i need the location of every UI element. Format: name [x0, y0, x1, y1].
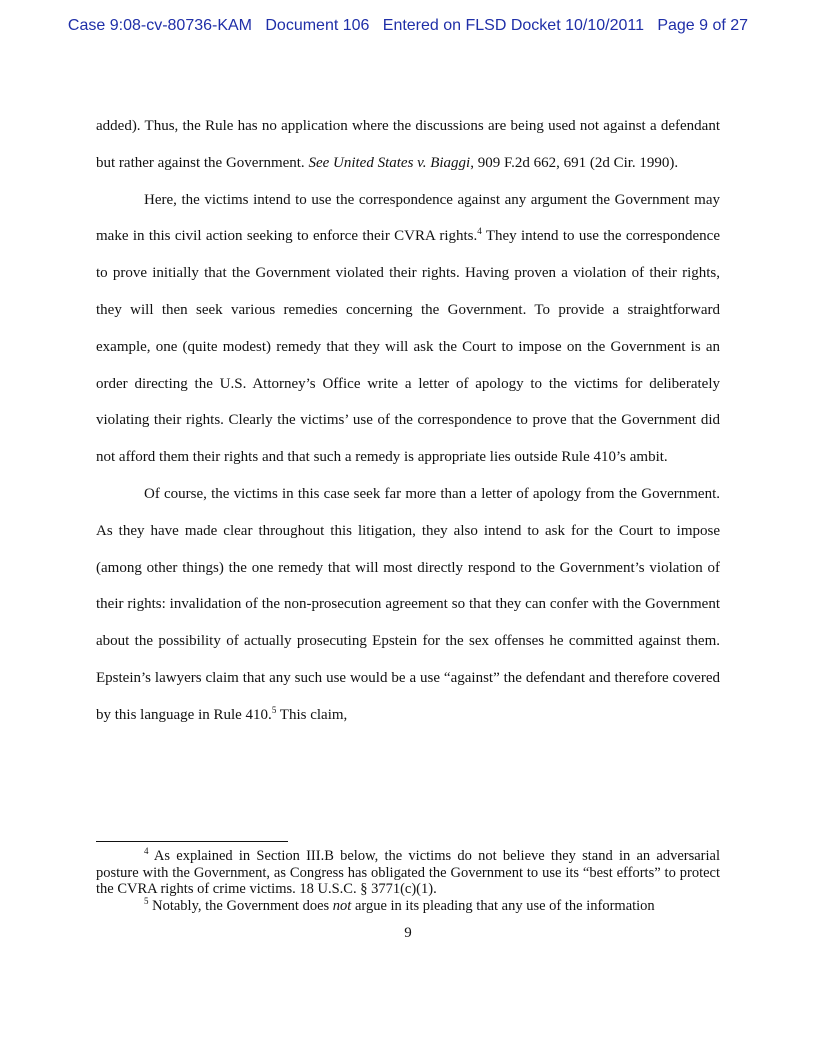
docket-entry: Entered on FLSD Docket 10/10/2011	[382, 17, 644, 34]
case-citation: See United States v. Biaggi	[308, 154, 471, 171]
paragraph-2: Here, the victims intend to use the correspondence against any argument the Government may make in this civil action seeking to enforce their CVRA rights.$^4$ They intend to use the correspondence to prove initially that the Government violated their rights. Having proven a violation of their rights, they will then seek various remedies concerning the Government. To provide a straightforward example, one (quite modest) remedy that they will ask the Court to impose on the Government is an order directing the U.S. Attorney’s Office write a letter of apology to the victims for deliberately violating their rights. Clearly the victims’ use of the correspondence to prove that the Government did not afford them their rights and that such a remedy is appropriate lies outside Rule 410’s ambit.	[96, 191, 720, 466]
footnote-divider	[96, 841, 288, 842]
docket-header	[0, 17, 816, 35]
footnote-5: $^5$ Notably, the Government does not argue in its pleading that any use of the information	[144, 895, 655, 914]
footnote-ref-4: 4	[477, 226, 482, 237]
page-of-total: Page 9 of 27	[657, 17, 749, 34]
body-text	[96, 108, 720, 734]
footnotes	[96, 848, 720, 914]
footnote-4: $^4$ As explained in Section III.B below, the victims do not believe they stand in an adversarial posture with the Government, as Congress has obligated the Government to use its “best efforts” to protect the CVRA rights of crime victims. 18 U.S.C. § 3771(c)(1).	[96, 846, 720, 897]
paragraph-1: added). Thus, the Rule has no application where the discussions are being used not against a defendant but rather against the Government. See United States v. Biaggi, 909 F.2d 662, 691 (2d Cir. 1990).	[96, 118, 720, 171]
case-number: Case 9:08-cv-80736-KAM	[67, 17, 253, 34]
document-number: Document 106	[265, 17, 370, 34]
paragraph-3: Of course, the victims in this case seek far more than a letter of apology from the Government. As they have made clear throughout this litigation, they also intend to ask for the Court to impose (among other things) the one remedy that will most directly respond to the Government’s violation of their rights: invalidation of the non-prosecution agreement so that they can confer with the Government about the possibility of actually prosecuting Epstein for the sex offenses he committed against them. Epstein’s lawyers claim that any such use would be a use “against” the defendant and therefore covered by this language in Rule 410.$^5$ This claim,	[96, 485, 720, 723]
footnote-ref-5: 5	[271, 704, 277, 715]
page-number: 9	[404, 925, 412, 941]
